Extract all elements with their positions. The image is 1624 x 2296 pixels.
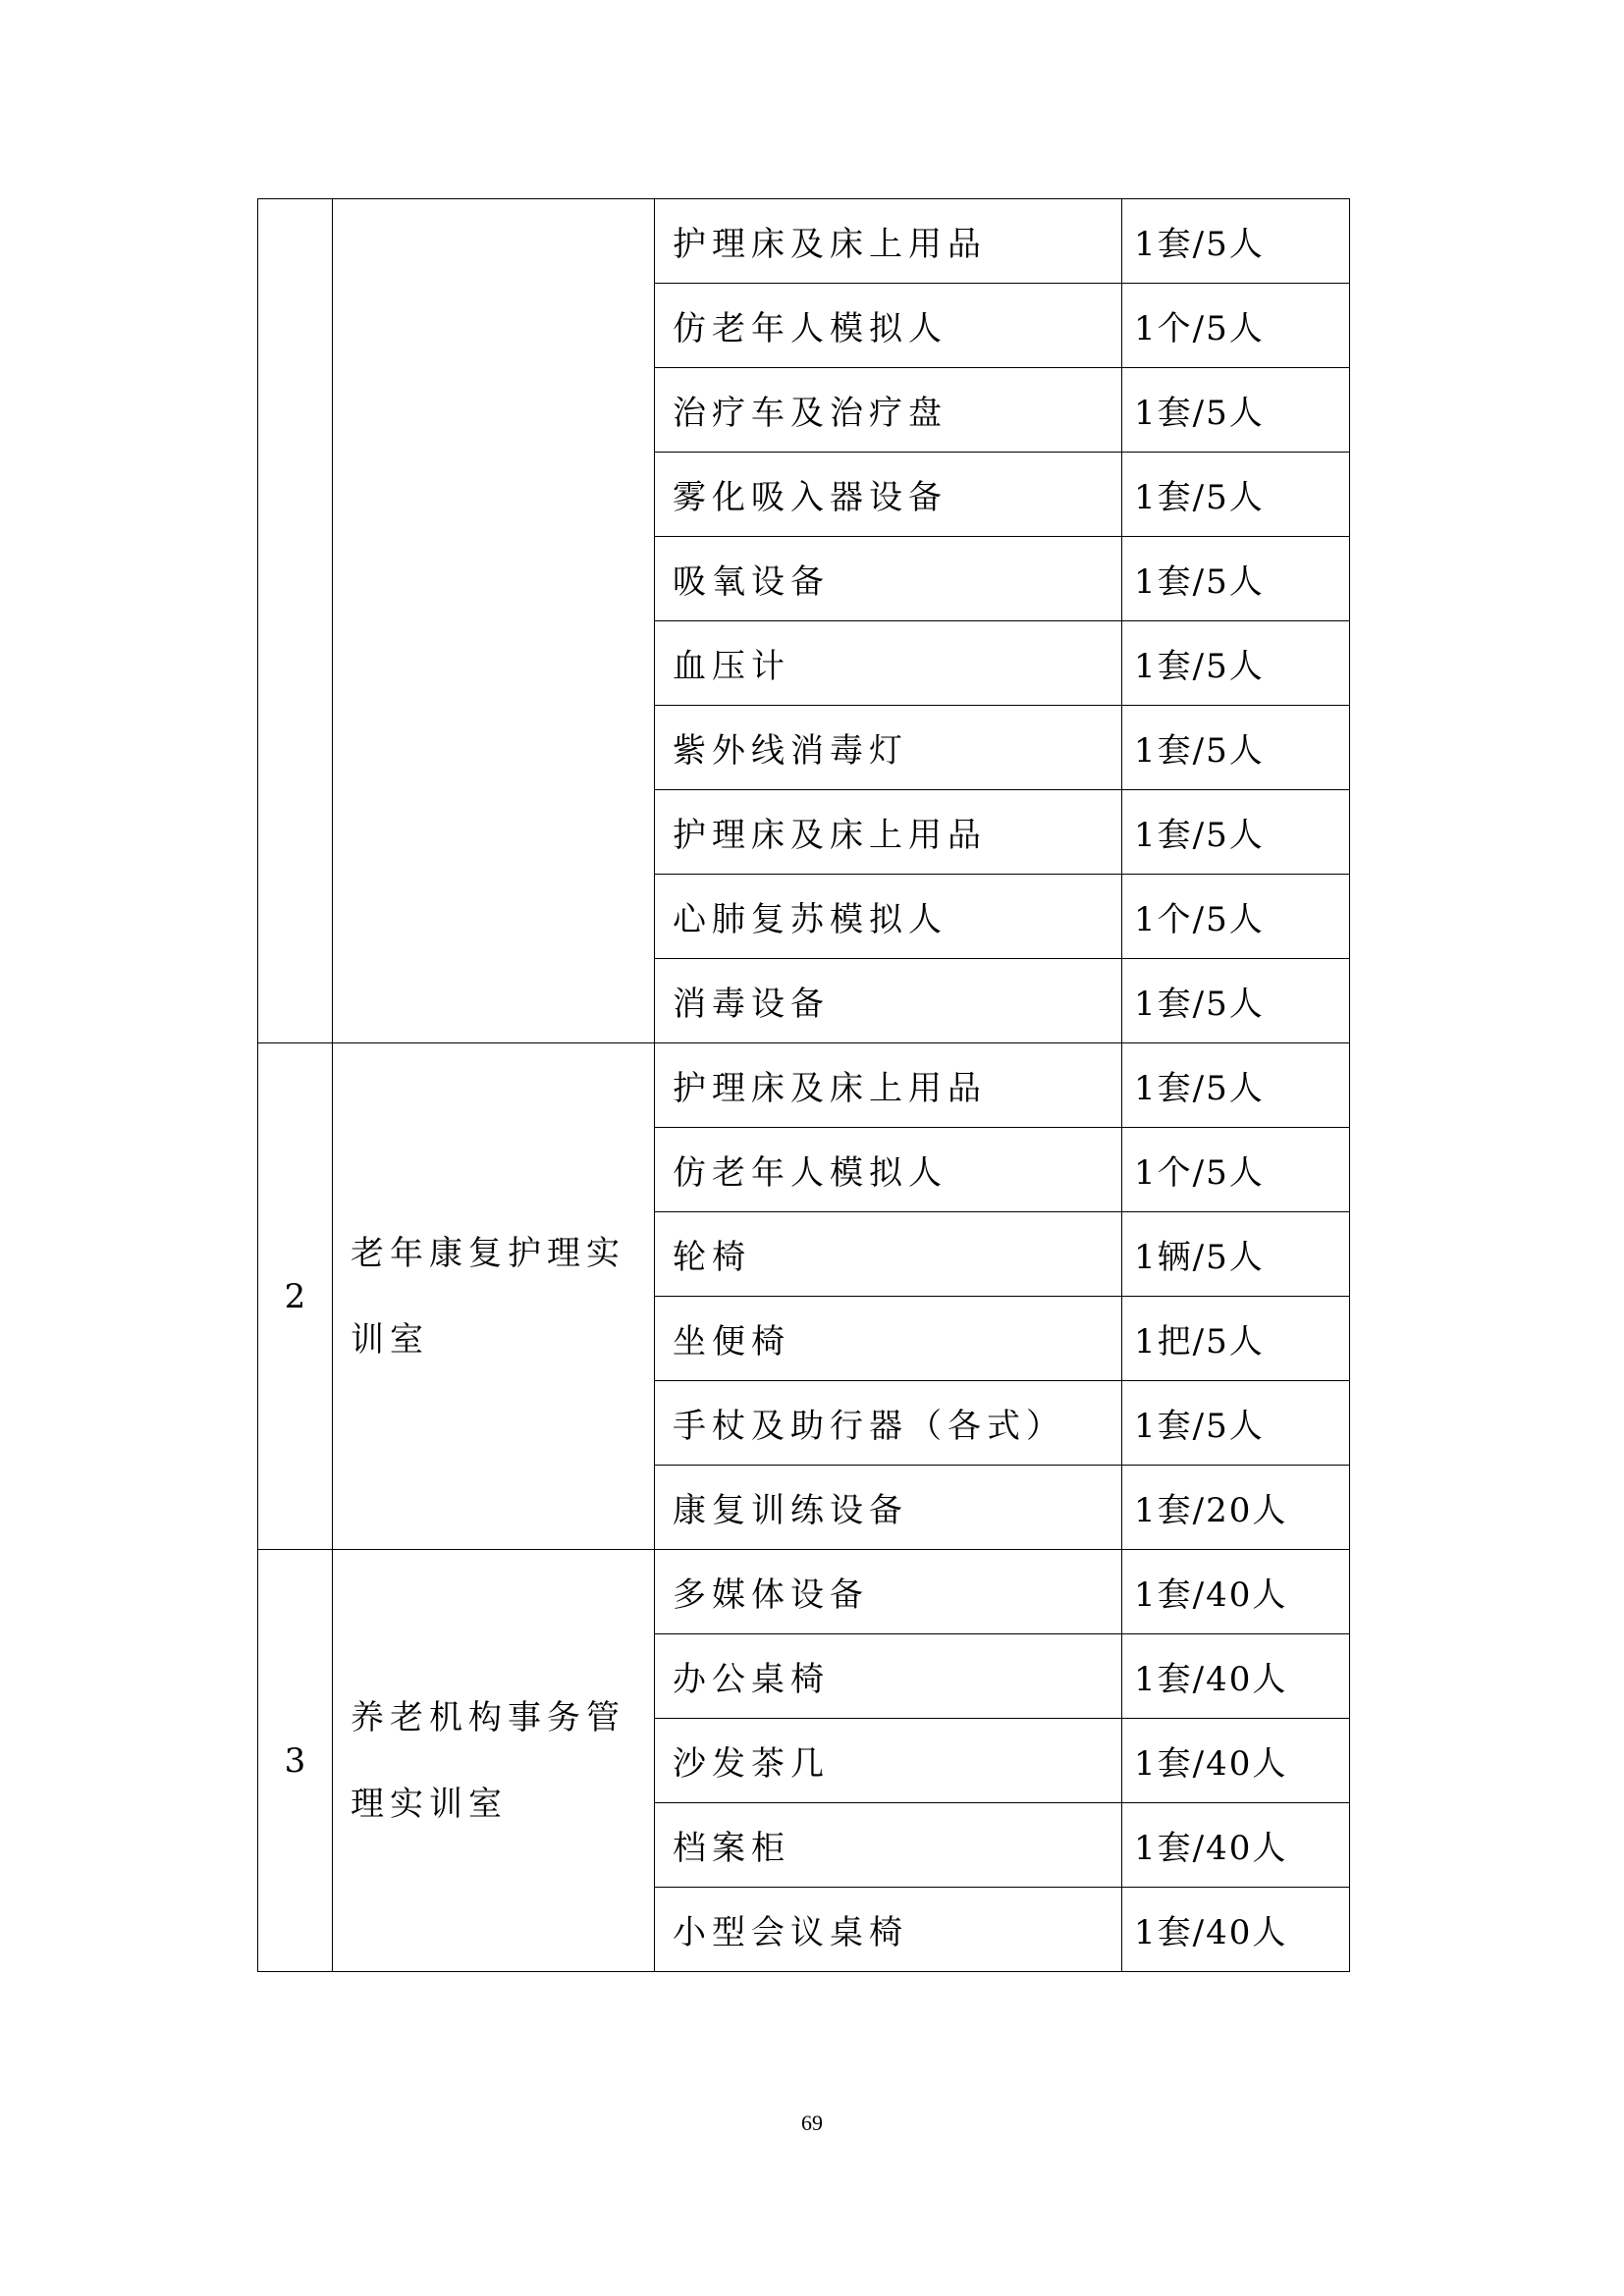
section-number-cell: 2 bbox=[258, 1043, 333, 1550]
equipment-table bbox=[257, 198, 1350, 1972]
training-room-name-cell bbox=[333, 199, 655, 1043]
equipment-name-cell: 档案柜 bbox=[655, 1803, 1122, 1888]
equipment-quantity-cell: 1个/5人 bbox=[1122, 284, 1350, 368]
page-number: 69 bbox=[801, 2110, 823, 2135]
equipment-name-cell: 坐便椅 bbox=[655, 1297, 1122, 1381]
equipment-quantity-cell: 1套/5人 bbox=[1122, 199, 1350, 284]
equipment-name-cell: 沙发茶几 bbox=[655, 1719, 1122, 1803]
equipment-name-cell: 治疗车及治疗盘 bbox=[655, 368, 1122, 453]
equipment-quantity-cell: 1套/40人 bbox=[1122, 1888, 1350, 1972]
equipment-table-body bbox=[258, 199, 1350, 1972]
equipment-quantity-cell: 1套/40人 bbox=[1122, 1803, 1350, 1888]
equipment-name-cell: 消毒设备 bbox=[655, 959, 1122, 1043]
equipment-name-cell: 护理床及床上用品 bbox=[655, 790, 1122, 875]
equipment-quantity-cell: 1套/5人 bbox=[1122, 790, 1350, 875]
equipment-quantity-cell: 1套/5人 bbox=[1122, 537, 1350, 621]
training-room-name-cell: 老年康复护理实训室 bbox=[333, 1043, 655, 1550]
equipment-quantity-cell: 1套/5人 bbox=[1122, 706, 1350, 790]
equipment-name-cell: 吸氧设备 bbox=[655, 537, 1122, 621]
equipment-quantity-cell: 1套/40人 bbox=[1122, 1719, 1350, 1803]
table-row bbox=[258, 1043, 1350, 1128]
training-room-name-cell: 养老机构事务管理实训室 bbox=[333, 1550, 655, 1972]
equipment-quantity-cell: 1把/5人 bbox=[1122, 1297, 1350, 1381]
table-row bbox=[258, 199, 1350, 284]
equipment-quantity-cell: 1辆/5人 bbox=[1122, 1212, 1350, 1297]
equipment-name-cell: 办公桌椅 bbox=[655, 1634, 1122, 1719]
equipment-name-cell: 雾化吸入器设备 bbox=[655, 453, 1122, 537]
section-number-cell bbox=[258, 199, 333, 1043]
equipment-name-cell: 手杖及助行器（各式） bbox=[655, 1381, 1122, 1466]
equipment-quantity-cell: 1套/40人 bbox=[1122, 1550, 1350, 1634]
equipment-name-cell: 血压计 bbox=[655, 621, 1122, 706]
equipment-quantity-cell: 1套/5人 bbox=[1122, 453, 1350, 537]
equipment-name-cell: 护理床及床上用品 bbox=[655, 1043, 1122, 1128]
equipment-name-cell: 多媒体设备 bbox=[655, 1550, 1122, 1634]
equipment-quantity-cell: 1套/5人 bbox=[1122, 1043, 1350, 1128]
equipment-quantity-cell: 1套/5人 bbox=[1122, 959, 1350, 1043]
equipment-quantity-cell: 1套/5人 bbox=[1122, 1381, 1350, 1466]
equipment-quantity-cell: 1套/20人 bbox=[1122, 1466, 1350, 1550]
equipment-name-cell: 仿老年人模拟人 bbox=[655, 284, 1122, 368]
section-number-cell: 3 bbox=[258, 1550, 333, 1972]
equipment-name-cell: 心肺复苏模拟人 bbox=[655, 875, 1122, 959]
equipment-name-cell: 康复训练设备 bbox=[655, 1466, 1122, 1550]
equipment-quantity-cell: 1套/40人 bbox=[1122, 1634, 1350, 1719]
equipment-quantity-cell: 1个/5人 bbox=[1122, 875, 1350, 959]
equipment-quantity-cell: 1套/5人 bbox=[1122, 368, 1350, 453]
equipment-name-cell: 仿老年人模拟人 bbox=[655, 1128, 1122, 1212]
equipment-name-cell: 紫外线消毒灯 bbox=[655, 706, 1122, 790]
equipment-name-cell: 护理床及床上用品 bbox=[655, 199, 1122, 284]
equipment-quantity-cell: 1套/5人 bbox=[1122, 621, 1350, 706]
equipment-quantity-cell: 1个/5人 bbox=[1122, 1128, 1350, 1212]
table-row bbox=[258, 1550, 1350, 1634]
equipment-name-cell: 轮椅 bbox=[655, 1212, 1122, 1297]
equipment-name-cell: 小型会议桌椅 bbox=[655, 1888, 1122, 1972]
